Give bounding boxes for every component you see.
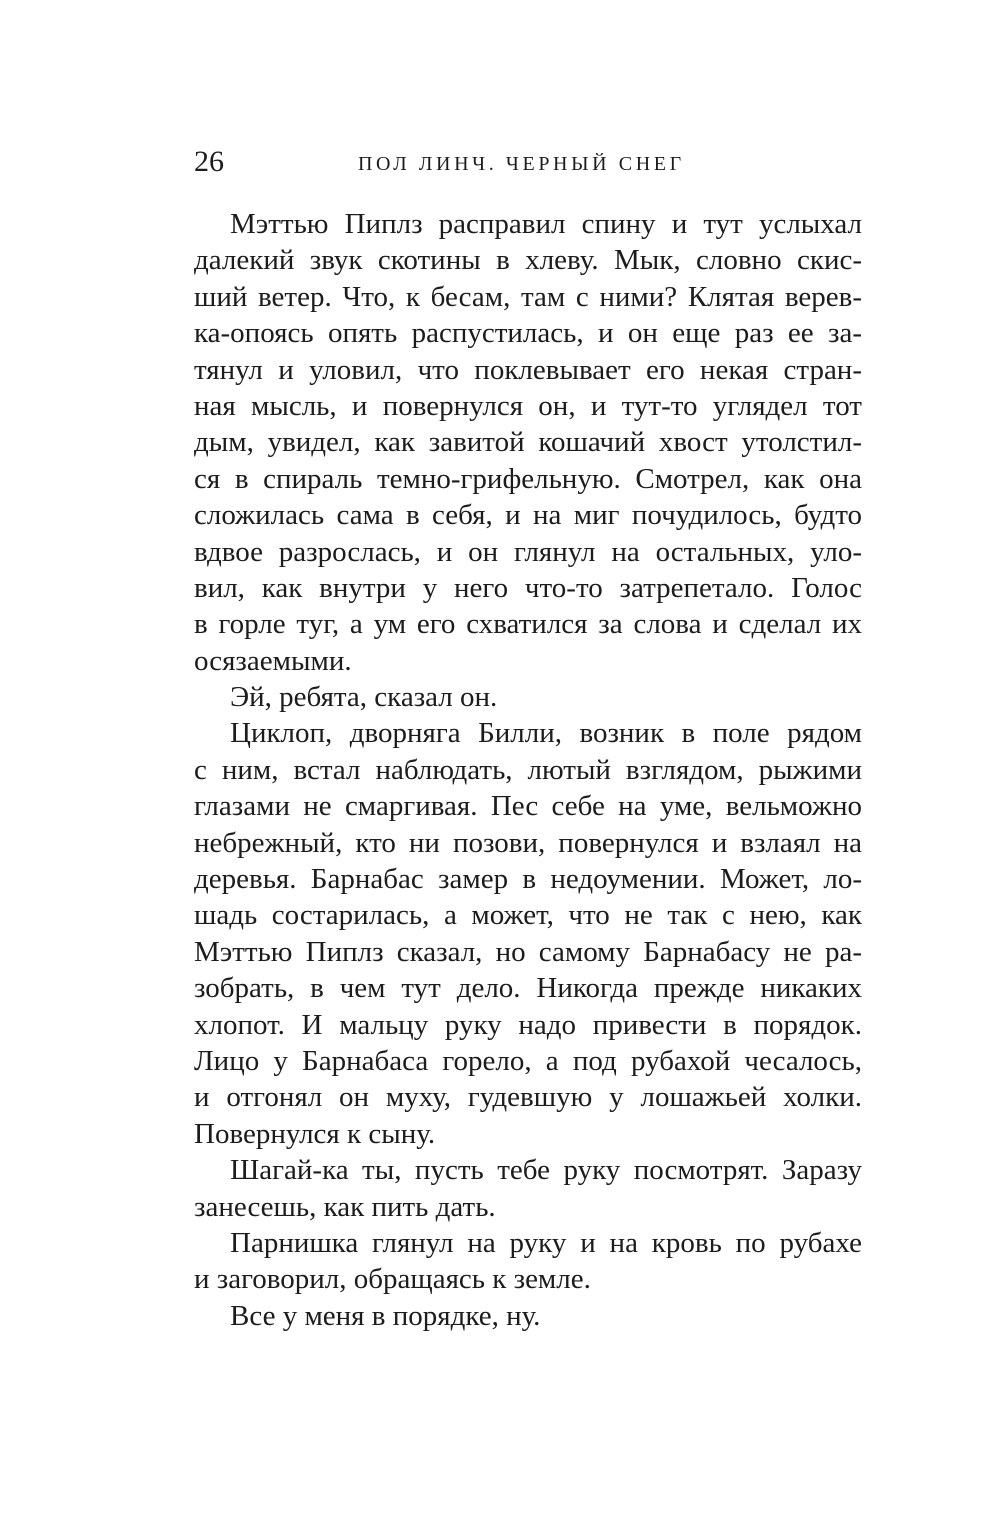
text-line: Мэттью Пиплз сказал, но самому Барнабасу не ра- (194, 935, 862, 968)
text-line: Шагай-ка ты, пусть тебе руку посмотрят. Заразу (230, 1154, 862, 1187)
text-line: ная мысль, и повернулся он, и тут-то углядел тот (194, 389, 862, 422)
text-line: и отгонял он муху, гудевшую у лошажьей холки. (194, 1081, 862, 1114)
text-line: деревья. Барнабас замер в недоумении. Может, ло- (194, 863, 862, 896)
text-line: зобрать, в чем тут дело. Никогда прежде никаких (194, 972, 862, 1005)
text-line: осязаемыми. (194, 644, 352, 677)
text-line: Мэттью Пиплз расправил спину и тут услыхал (230, 208, 862, 240)
text-line: дым, увидел, как завитой кошачий хвост утолстил- (194, 426, 862, 459)
text-line: Циклоп, дворняга Билли, возник в поле рядом (230, 717, 862, 750)
text-line: небрежный, кто ни позови, повернулся и взлаял на (194, 826, 862, 859)
running-head (194, 140, 862, 184)
body-text (194, 206, 862, 1334)
text-line: Все у меня в порядке, ну. (230, 1299, 541, 1332)
text-line: сложилась сама в себя, и на миг почудилось, будто (194, 499, 862, 532)
page-number: 26 (194, 145, 224, 178)
text-line: Эй, ребята, сказал он. (230, 681, 498, 714)
text-line: Лицо у Барнабаса горело, а под рубахой чесалось, (194, 1044, 862, 1077)
running-title: ПОЛ ЛИНЧ. ЧЕРНЫЙ СНЕГ (358, 153, 685, 175)
text-line: тянул и уловил, что поклевывает его некая стран- (194, 353, 862, 386)
text-line: ка-опоясь опять распустилась, и он еще раз ее за- (194, 317, 862, 350)
text-line: с ним, встал наблюдать, лютый взглядом, рыжими (194, 753, 862, 786)
text-line: в горле туг, а ум его схватился за слова и сделал их (194, 608, 862, 641)
text-line: вдвое разрослась, и он глянул на остальных, уло- (194, 535, 862, 568)
text-line: шадь состарилась, а может, что не так с нею, как (194, 899, 862, 932)
text-line: хлопот. И мальцу руку надо привести в порядок. (194, 1008, 862, 1041)
text-line: Парнишка глянул на руку и на кровь по рубахе (230, 1226, 862, 1259)
text-line: занесешь, как пить дать. (194, 1190, 496, 1223)
text-line: глазами не смаргивая. Пес себе на уме, вельможно (194, 790, 862, 823)
text-line: Повернулся к сыну. (194, 1117, 436, 1150)
text-line: далекий звук скотины в хлеву. Мык, словно скис- (194, 244, 862, 277)
text-line: ся в спираль темно-грифельную. Смотрел, как она (194, 462, 862, 495)
text-line: и заговорил, обращаясь к земле. (194, 1263, 591, 1296)
text-line: ший ветер. Что, к бесам, там с ними? Клятая верев- (194, 280, 862, 313)
text-line: вил, как внутри у него что-то затрепетало. Голос (194, 571, 862, 604)
